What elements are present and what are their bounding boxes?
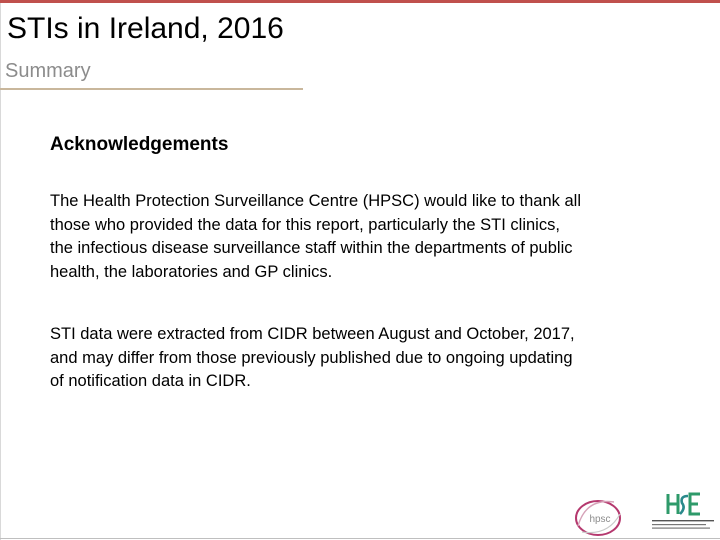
slide-title: STIs in Ireland, 2016 [7,12,284,45]
paragraph-data-note [50,323,660,394]
left-border [0,3,1,540]
paragraph-line: The Health Protection Surveillance Centre (HPSC) would like to thank all [50,192,581,210]
hpsc-logo-text: hpsc [589,514,611,525]
hpsc-logo [568,492,636,538]
top-accent-rule [0,0,720,3]
paragraph-line: those who provided the data for this report, particularly the STI clinics, [50,215,560,234]
subtitle-divider [0,88,303,90]
hse-logo-h [668,494,678,514]
paragraph-line: of notification data in CIDR. [50,372,251,390]
paragraph-line: and may differ from those previously published due to ongoing updating [50,348,573,367]
section-heading: Acknowledgements [50,134,229,155]
paragraph-line: the infectious disease surveillance staff within the departments of public [50,239,573,257]
slide-subtitle: Summary [5,60,91,82]
hse-logo [644,490,718,536]
paragraph-thanks [50,190,660,284]
paragraph-line: STI data were extracted from CIDR between August and October, 2017, [50,325,575,343]
paragraph-line: health, the laboratories and GP clinics. [50,262,333,281]
bottom-border [0,538,720,539]
